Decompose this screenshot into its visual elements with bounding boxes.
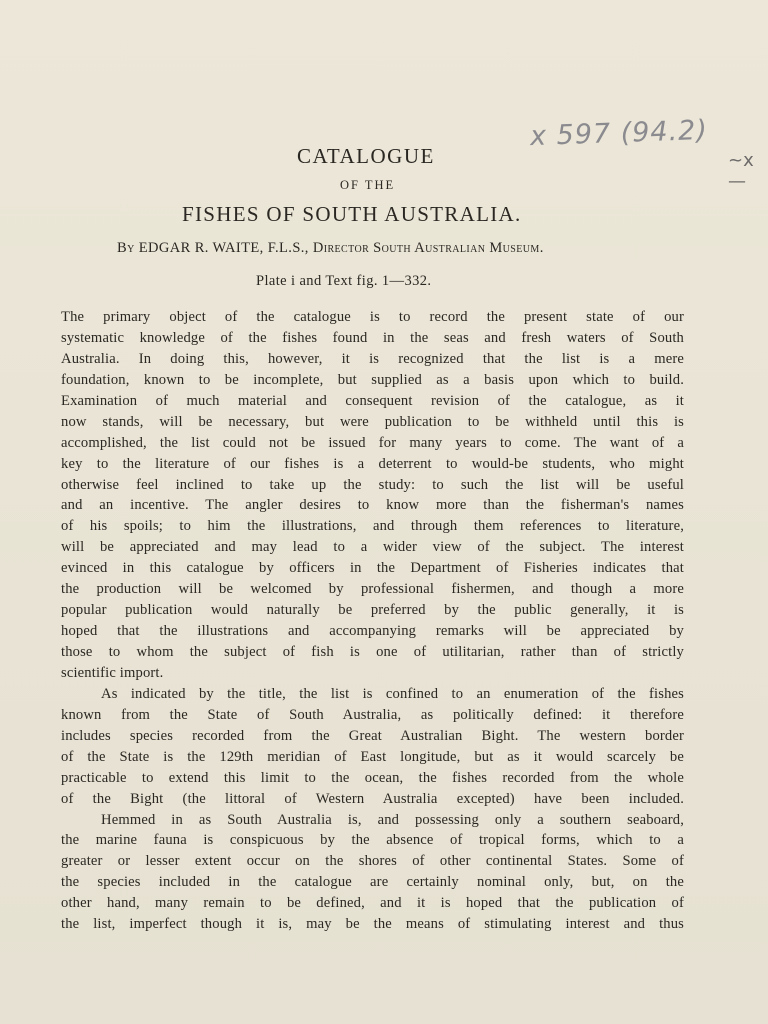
body-line: known from the State of South Australia, as politically defined: it therefore (61, 706, 684, 723)
body-line: and an incentive. The angler desires to know more than the fisherman's names (61, 497, 684, 514)
author-byline (117, 240, 544, 257)
body-line: systematic knowledge of the fishes found in the seas and fresh waters of South (61, 329, 684, 346)
body-line: foundation, known to be incomplete, but supplied as a basis upon which to build. (61, 371, 684, 388)
body-line: accomplished, the list could not be issued for many years to come. The want of a (61, 434, 684, 451)
body-line: includes species recorded from the Great Australian Bight. The western border (61, 727, 684, 744)
body-line: evinced in this catalogue by officers in the Department of Fisheries indicates that (61, 560, 684, 577)
body-line: of the Bight (the littoral of Western Australia excepted) have been included. (61, 790, 684, 807)
body-line: now stands, will be necessary, but were publication to be withheld until this is (61, 413, 684, 430)
byline-author: EDGAR R. WAITE, F.L.S., (138, 240, 309, 256)
fishes-subtitle: FISHES OF SOUTH AUSTRALIA. (182, 202, 522, 226)
byline-position: Director South Australian Museum. (312, 240, 544, 256)
body-line: the marine fauna is conspicuous by the absence of tropical forms, which to a (61, 832, 684, 849)
body-line: other hand, many remain to be defined, and it is hoped that the publication of (61, 895, 684, 912)
body-line: the species included in the catalogue are certainly nominal only, but, on the (61, 874, 684, 891)
body-line: key to the literature of our fishes is a deterrent to would-be students, who might (61, 455, 684, 472)
body-line: of the State is the 129th meridian of East longitude, but as it would scarcely be (61, 748, 684, 765)
body-line: hoped that the illustrations and accompanying remarks will be appreciated by (61, 623, 684, 640)
body-line: greater or lesser extent occur on the shores of other continental States. Some of (61, 853, 684, 870)
body-line: As indicated by the title, the list is confined to an enumeration of the fishes (101, 685, 684, 702)
body-line: practicable to extend this limit to the ocean, the fishes recorded from the whole (61, 769, 684, 786)
body-line: otherwise feel inclined to take up the study: to such the list will be useful (61, 476, 684, 493)
body-line: Hemmed in as South Australia is, and possessing only a southern seaboard, (101, 811, 684, 828)
body-line: The primary object of the catalogue is to record the present state of our (61, 309, 684, 325)
body-line: the list, imperfect though it is, may be the means of stimulating interest and thus (61, 916, 684, 933)
body-line: the production will be welcomed by professional fishermen, and though a more (61, 581, 684, 598)
body-line: will be appreciated and may lead to a wider view of the subject. The interest (61, 539, 684, 556)
body-line: those to whom the subject of fish is one of utilitarian, rather than of strictly (61, 644, 684, 660)
catalogue-title: CATALOGUE (297, 144, 435, 168)
plate-reference: Plate i and Text fig. 1—332. (256, 273, 432, 289)
of-the-caption: OF THE (340, 178, 396, 192)
body-line: popular publication would naturally be preferred by the public generally, it is (61, 602, 684, 619)
body-line: Examination of much material and consequent revision of the catalogue, as it (61, 392, 684, 409)
body-line: Australia. In doing this, however, it is recognized that the list is a mere (61, 350, 684, 367)
handwritten-catalogue-number: x 597 (94.2) (529, 114, 709, 153)
margin-pencil-mark: ~x— (728, 150, 754, 192)
body-text (61, 307, 684, 935)
body-line: scientific import. (61, 664, 164, 681)
byline-by: By (117, 240, 135, 256)
body-line: of his spoils; to him the illustrations, and through them references to literature, (61, 518, 684, 535)
